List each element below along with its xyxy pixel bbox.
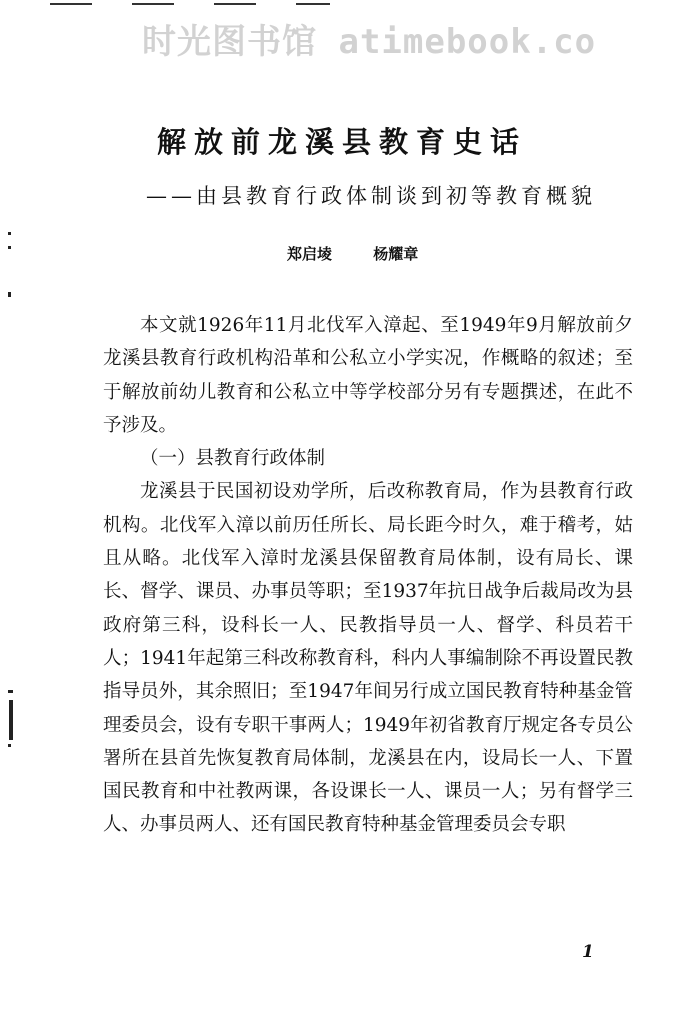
paragraph: 本文就1926年11月北伐军入漳起、至1949年9月解放前夕龙溪县教育行政机构沿革和公私立小学实况，作概略的叙述；至于解放前幼儿教育和公私立中等学校部分另有专题撰述，在此不予涉及。: [103, 315, 633, 436]
top-rules: [0, 0, 684, 8]
article-subtitle: ——由县教育行政体制谈到初等教育概貌: [146, 184, 596, 208]
watermark: 时光图书馆 atimebook.co: [142, 22, 597, 62]
author-name: 郑启堎: [287, 245, 333, 263]
page-number: 1: [582, 942, 594, 962]
authors: [287, 243, 418, 264]
section-heading: （一）县教育行政体制: [140, 448, 326, 470]
article-title: 解放前龙溪县教育史话: [156, 125, 527, 159]
author-name: 杨耀章: [373, 245, 419, 263]
paragraph: 龙溪县于民国初设劝学所，后改称教育局，作为县教育行政机构。北伐军入漳以前历任所长、局长距今时久，难于稽考，姑且从略。北伐军入漳时龙溪县保留教育局体制，设有局长、课长、督学、课员、办事员等职；至1937年抗日战争后裁局改为县政府第三科，设科长一人、民教指导员一人、督学、科员若干人；1941年起第三科改称教育科，科内人事编制除不再设置民教指导员外，其余照旧；至1947年间另行成立国民教育特种基金管理委员会，设有专职干事两人；1949年初省教育厅规定各专员公署所在县首先恢复教育局体制，龙溪县在内，设局长一人、下置国民教育和中社教两课，各设课长一人、课员一人；另有督学三人、办事员两人、还有国民教育特种基金管理委员会专职: [103, 481, 633, 836]
article-body: [103, 309, 633, 842]
